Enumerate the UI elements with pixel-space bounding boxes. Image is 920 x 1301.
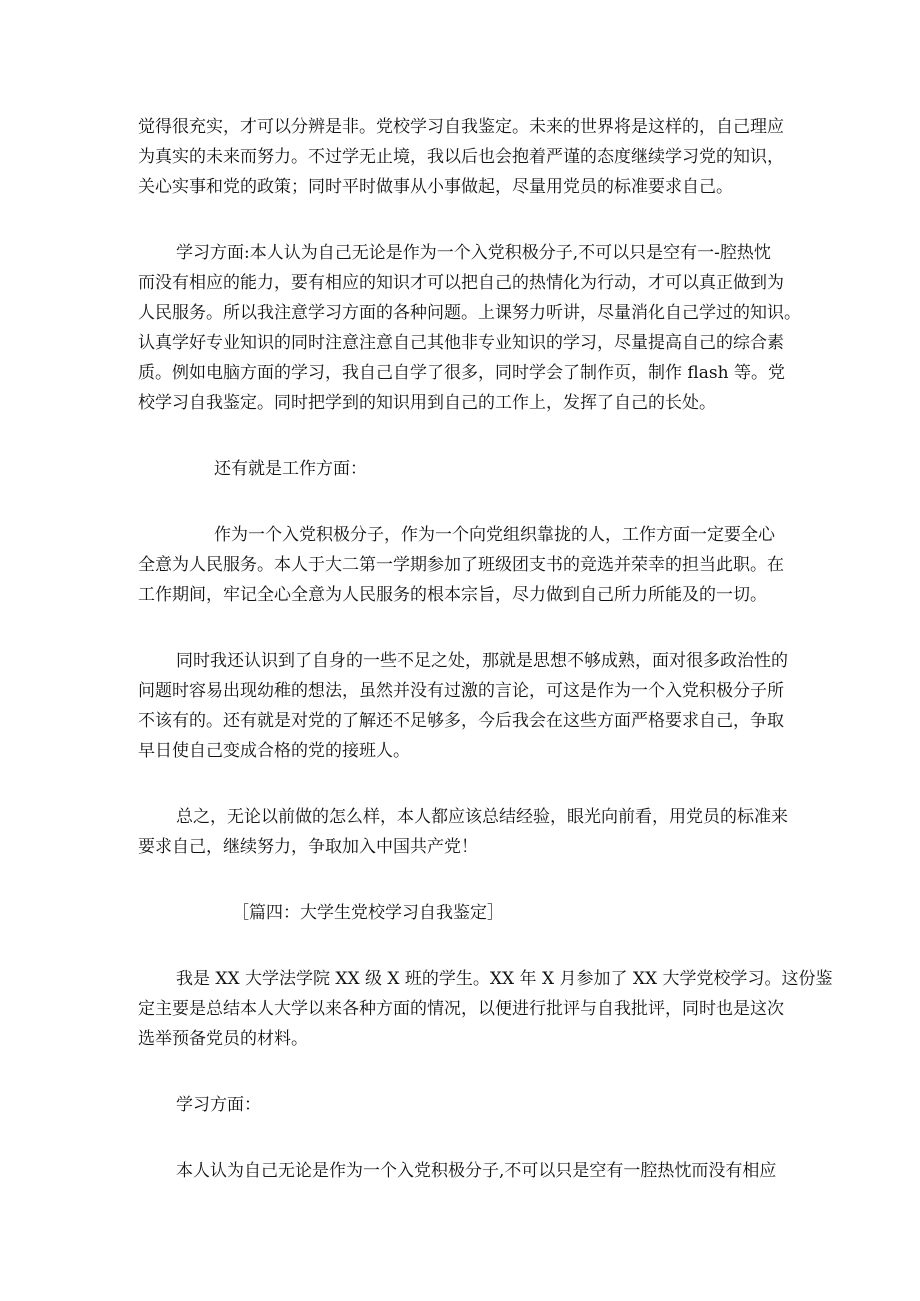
- paragraph-9: [138, 1156, 786, 1186]
- text-line: 关心实事和党的政策；同时平时做事从小事做起，尽量用党员的标准要求自己。: [138, 177, 733, 197]
- text-line: 早日使自己变成合格的党的接班人。: [138, 741, 410, 761]
- text-line: 认真学好专业知识的同时注意注意自己其他非专业知识的学习，尽量提高自己的综合素: [138, 333, 784, 353]
- text-line: 总之，无论以前做的怎么样，本人都应该总结经验，眼光向前看，用党员的标准来: [176, 807, 788, 827]
- paragraph-5: [138, 646, 786, 766]
- text-line: 学习方面：: [176, 1095, 261, 1115]
- text-line: 作为一个入党积极分子，作为一个向党组织靠拢的人，工作方面一定要全心: [214, 525, 775, 545]
- paragraph-1: [138, 112, 786, 202]
- text-line: 为真实的未来而努力。不过学无止境，我以后也会抱着严谨的态度继续学习党的知识，: [138, 147, 784, 167]
- paragraph-4: [138, 520, 786, 610]
- text-line: 觉得很充实，才可以分辨是非。党校学习自我鉴定。未来的世界将是这样的，自己理应: [138, 117, 784, 137]
- text-line: 工作期间，牢记全心全意为人民服务的根本宗旨，尽力做到自己所力所能及的一切。: [138, 585, 767, 605]
- section-heading: [138, 898, 786, 928]
- text-line: 校学习自我鉴定。同时把学到的知识用到自己的工作上，发挥了自己的长处。: [138, 393, 716, 413]
- text-line: 定主要是总结本人大学以来各种方面的情况，以便进行批评与自我批评，同时也是这次: [138, 999, 784, 1019]
- document-body: [138, 112, 833, 1186]
- text-line: 本人认为自己无论是作为一个入党积极分子,不可以只是空有一腔热忱而没有相应: [176, 1161, 777, 1181]
- text-line: 而没有相应的能力，要有相应的知识才可以把自己的热情化为行动，才可以真正做到为: [138, 273, 784, 293]
- text-line: 问题时容易出现幼稚的想法，虽然并没有过激的言论，可这是作为一个入党积极分子所: [138, 681, 784, 701]
- text-line: 人民服务。所以我注意学习方面的各种问题。上课努力听讲，尽量消化自己学过的知识。: [138, 303, 801, 323]
- text-line: 选举预备党员的材料。: [138, 1029, 308, 1049]
- section-heading-text: ［篇四：大学生党校学习自我鉴定］: [232, 903, 504, 923]
- text-line: 同时我还认识到了自身的一些不足之处，那就是思想不够成熟，面对很多政治性的: [176, 651, 788, 671]
- paragraph-6: [138, 802, 786, 862]
- text-line: 要求自己，继续努力，争取加入中国共产党！: [138, 837, 478, 857]
- text-line: 还有就是工作方面：: [214, 459, 367, 479]
- paragraph-3: [138, 454, 786, 484]
- text-line: 学习方面:本人认为自己无论是作为一个入党积极分子,不可以只是空有一-腔热忱: [176, 243, 771, 263]
- text-line: 不该有的。还有就是对党的了解还不足够多，今后我会在这些方面严格要求自己，争取: [138, 711, 784, 731]
- paragraph-2: [138, 238, 801, 418]
- text-line: 质。例如电脑方面的学习，我自己自学了很多，同时学会了制作页，制作 flash 等。党: [138, 363, 785, 383]
- paragraph-7: [138, 964, 833, 1054]
- text-line: 我是 XX 大学法学院 XX 级 X 班的学生。XX 年 X 月参加了 XX 大学党校学习。这份鉴: [176, 969, 833, 989]
- paragraph-8: [138, 1090, 786, 1120]
- text-line: 全意为人民服务。本人于大二第一学期参加了班级团支书的竞选并荣幸的担当此职。在: [138, 555, 784, 575]
